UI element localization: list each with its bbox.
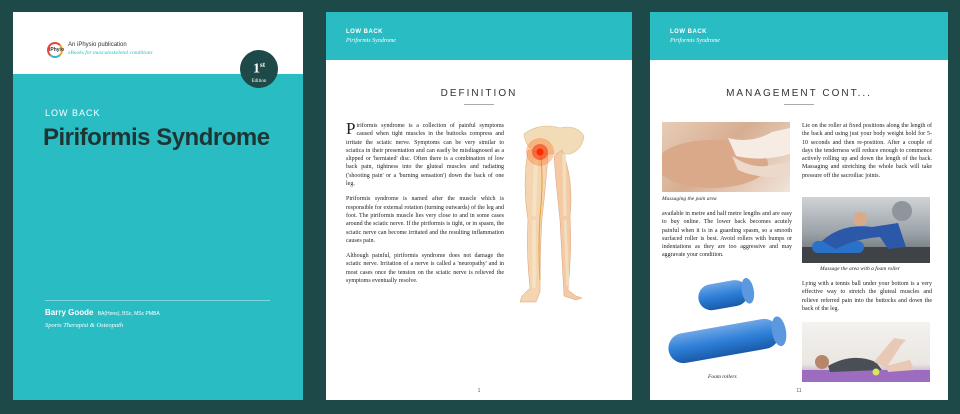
cover-divider (45, 300, 270, 301)
tennis-ball-stretch-photo (802, 322, 930, 382)
cover-body (13, 74, 303, 400)
page-number: 1 (477, 388, 481, 394)
foam-roller-caption: Massage the area with a foam roller (820, 266, 900, 272)
dropcap: P (346, 119, 356, 138)
header-category: LOW BACK (670, 29, 707, 35)
rollers-caption: Foam rollers (708, 374, 737, 380)
right-column-text-2: Lying with a tennis ball under your bottom is a very effective way to stretch the gluteal muscles and relieve referred pain into the buttocks and down the back of the leg. (802, 281, 932, 312)
page-number: 11 (796, 388, 802, 394)
publisher-line: An iPhysio publication (68, 42, 127, 48)
foam-roller-exercise-photo (802, 197, 930, 263)
paragraph-2: Piriformis syndrome is named after the muscle which is responsible for external rotation (turning outwards) of the leg and foot. The piriformis muscle lies very close to and in some cases around the sciatic nerve. If the piriformis is tight, or in spasm, the sciatic nerve can become irritated and the resulting inflammation causes pain. (346, 196, 504, 244)
stretch-illustration (802, 322, 930, 382)
section-divider (464, 104, 494, 105)
left-column-text: available in metre and half metre lengths and are easy to buy online. The lower back becomes acutely painful when it is in a guarding spasm, so a smooth surfaced roller is best. Avoid rollers with bumps or indentations as they are too aggressive and may aggravate your condition. (662, 211, 792, 259)
header-category: LOW BACK (346, 29, 383, 35)
header-title: Piriformis Syndrome (670, 38, 720, 44)
publisher-logo: iPhyio (47, 42, 63, 58)
header-title: Piriformis Syndrome (346, 38, 396, 44)
edition-suffix: st (259, 61, 266, 69)
exercise-illustration (802, 197, 930, 263)
edition-badge (240, 50, 278, 88)
author-line (45, 308, 160, 317)
author-credentials: BA(Hons), BSc, MSc PMBA (97, 311, 160, 317)
management-page (650, 12, 948, 400)
section-title: DEFINITION (440, 88, 518, 99)
paragraph-3: Although painful, piriformis syndrome does not damage the sciatic nerve. Irritation of a nerve is called a 'neuropathy' and in most cases once the tension on the sciatic nerve is relieved the symptoms eventually resolve. (346, 253, 504, 285)
edition-label: Edition (251, 78, 267, 84)
cover-title: Piriformis Syndrome (43, 124, 270, 151)
section-title: MANAGEMENT CONT... (726, 88, 872, 99)
author-role: Sports Therapist & Osteopath (45, 322, 124, 329)
page-header (326, 12, 632, 60)
massage-photo (662, 122, 790, 192)
definition-text (346, 119, 504, 292)
section-divider (784, 104, 814, 105)
cover-page (13, 12, 303, 400)
definition-page (326, 12, 632, 400)
foam-rollers-image (664, 276, 790, 372)
paragraph-1-text: iriformis syndrome is a collection of painful symptoms caused when tight muscles in the buttocks compress and irritate the sciatic nerve. Symptoms can be very similar to sciatica in their presentation and can easily be misdiagnosed as a slipped or 'herniated' disc. Often there is a combination of low back pain, tightness into the gluteal muscles and radiating ('shooting pain' or a 'burning sensation') down the back of one leg. (346, 123, 504, 188)
massage-illustration (662, 122, 790, 192)
paragraph (346, 119, 504, 188)
author-name: Barry Goode (45, 308, 94, 317)
publisher-subline: eBooks for musculoskeletal conditions (68, 50, 153, 56)
massage-caption: Massaging the pain area (662, 196, 717, 202)
leg-anatomy-illustration (510, 120, 600, 310)
edition-number: 1 (252, 61, 260, 77)
page-header (650, 12, 948, 60)
cover-kicker: LOW BACK (45, 108, 101, 118)
right-column-text-1: Lie on the roller at fixed positions along the length of the back and using just your body weight hold for 5-10 seconds and then re-position. After a couple of days the tenderness will reduce enough to commence actively rolling up and down the length of the back. Massaging and stretching the whole back will take pressure off the sacroiliac joints. (802, 123, 932, 179)
